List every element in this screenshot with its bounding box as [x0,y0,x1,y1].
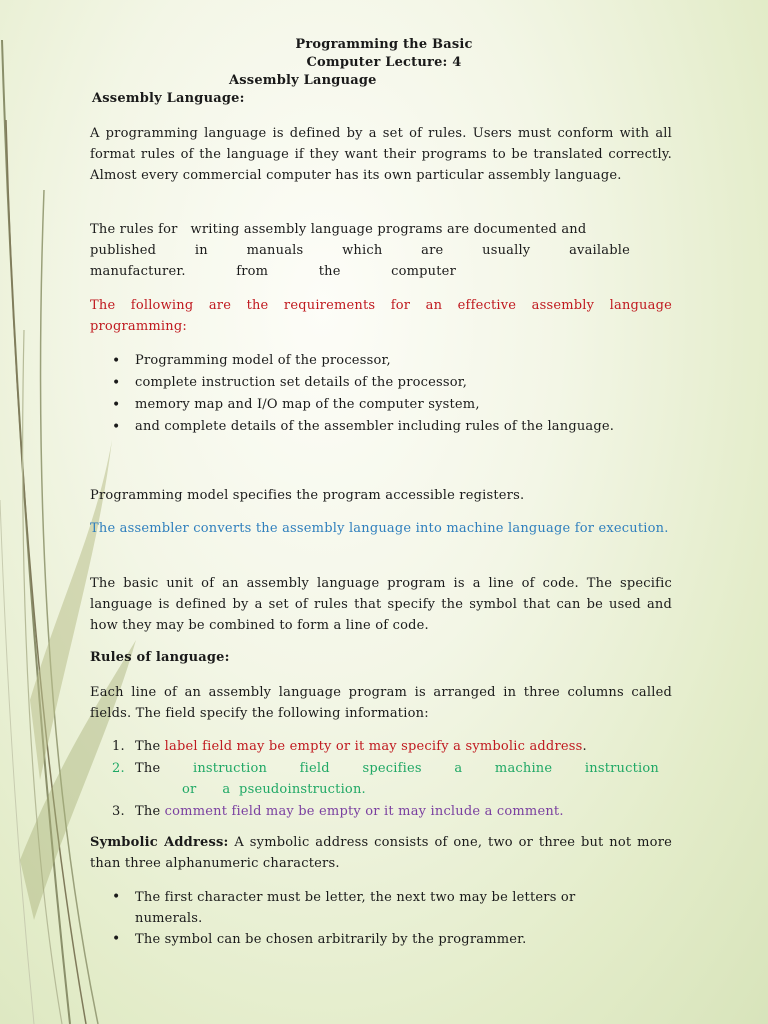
list-item [90,801,672,822]
list-item: • complete instruction set details of the processor, [90,372,672,394]
list-item [90,736,672,757]
word: in [194,243,208,258]
word: manuals [246,243,304,258]
word: available [569,243,630,258]
item-lead: The [135,761,161,776]
rules-heading: Rules of language: [90,650,230,665]
word: usually [482,243,531,258]
word: computer [391,264,456,279]
item-lead: The [135,739,165,754]
symbolic-text: A symbolic address consists of one, two or three but not more than three alphanumeric characters. [90,835,673,871]
word: a [454,761,463,776]
list-item: • Programming model of the processor, [90,350,672,372]
word: specifies [362,761,422,776]
title-line-1: Programming the Basic [295,37,473,52]
title-line-3: Assembly Language [229,73,377,88]
word: machine [494,761,553,776]
item-lead: The [135,804,165,819]
paragraph-symbolic-address [90,832,672,874]
requirements-intro: The following are the requirements for an effective assembly language programming: [90,298,672,334]
list-item: • The first character must be letter, the next two may be letters or numerals. [90,887,630,929]
word: published [90,243,157,258]
section-heading: Assembly Language: [92,91,245,106]
title-line-2: Computer Lecture: 4 [306,55,462,70]
word: instruction [192,761,268,776]
rules-line-1: The rules for writing assembly language programs are documented and [90,222,587,237]
item-number: 2. [112,761,125,776]
list-item: • memory map and I/O map of the computer system, [90,394,672,416]
item-text: comment field may be empty or it may include a comment. [164,804,564,819]
word: are [421,243,444,258]
word: which [342,243,383,258]
item-number: 1. [112,739,125,754]
fields-list [90,736,672,823]
symbolic-label: Symbolic Address: [90,835,229,850]
list-item: • and complete details of the assembler including rules of the language. [90,416,672,438]
paragraph-assembler: The assembler converts the assembly language into machine language for execution. [90,521,669,536]
item-text: label field may be empty or it may specify a symbolic address [164,739,583,754]
paragraph-model: Programming model specifies the program accessible registers. [90,488,525,503]
item-line-2: or a pseudoinstruction. [182,782,366,797]
word: manufacturer. [90,264,186,279]
word: field [299,761,330,776]
word: from [236,264,269,279]
paragraph-rules [90,219,672,282]
item-line-1 [135,758,659,779]
paragraph-fields: Each line of an assembly language program is arranged in three columns called fields. The field specify the following information: [90,685,672,721]
rules-line-2 [90,240,630,261]
symbol-rules-list [90,887,630,950]
item-tail: . [582,739,587,754]
paragraph-basic-unit: The basic unit of an assembly language program is a line of code. The specific language is defined by a set of rules that specify the symbol that can be used and how they may be combined to form a line of code. [90,576,672,633]
requirements-list [90,350,672,438]
list-item: • The symbol can be chosen arbitrarily by the programmer. [90,929,630,950]
list-item [90,758,672,800]
paragraph-definition: A programming language is defined by a set of rules. Users must conform with all format rules of the language if they want their programs to be translated correctly. Almost every commercial computer has its own particular assembly language. [90,126,672,183]
word: instruction [584,761,659,776]
word: the [318,264,341,279]
item-number: 3. [112,804,125,819]
rules-line-3 [90,261,456,282]
